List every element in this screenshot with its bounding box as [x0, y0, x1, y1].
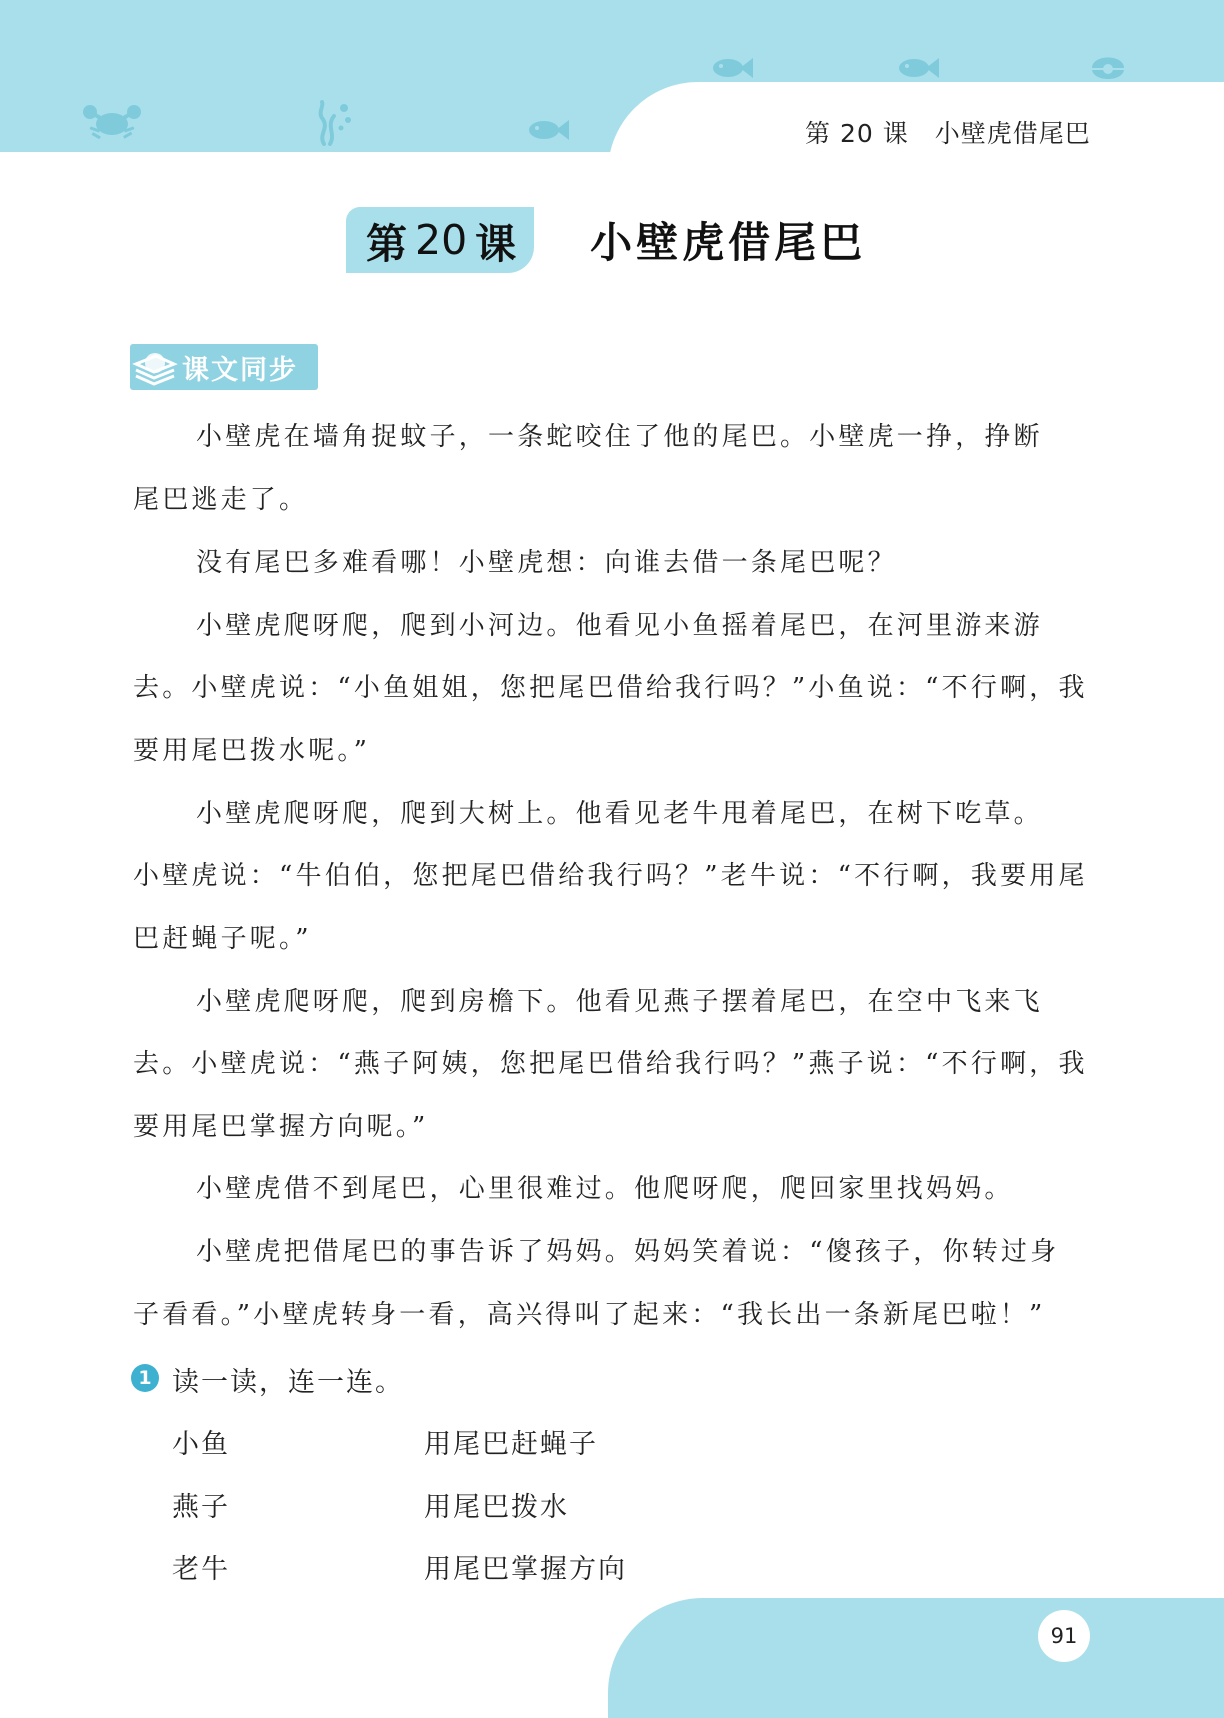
lesson-title: [346, 206, 866, 274]
running-head-title: 小壁虎借尾巴: [934, 119, 1091, 148]
title-prefix: 第: [366, 219, 407, 268]
match-right-item[interactable]: 用尾巴赶蝇子: [424, 1429, 598, 1460]
body-line: 小壁虎爬呀爬，爬到房檐下。他看见燕子摆着尾巴，在空中飞来飞: [196, 987, 1043, 1017]
body-line: 没有尾巴多难看哪！小壁虎想：向谁去借一条尾巴呢？: [196, 548, 897, 578]
body-line: 要用尾巴掌握方向呢。”: [133, 1112, 429, 1142]
section-badge: [130, 344, 318, 390]
title-number: 20: [415, 216, 468, 264]
section-label: 课文同步: [182, 354, 298, 386]
body-line: 要用尾巴拨水呢。”: [133, 736, 371, 766]
page-title: 小壁虎借尾巴: [590, 218, 867, 267]
body-line: 小壁虎借不到尾巴，心里很难过。他爬呀爬，爬回家里找妈妈。: [196, 1174, 1014, 1204]
body-line: 子看看。”小壁虎转身一看，高兴得叫了起来：“我长出一条新尾巴啦！”: [133, 1300, 1046, 1330]
fish-icon: [712, 56, 754, 80]
match-left-item[interactable]: 燕子: [172, 1492, 230, 1523]
body-line: 小壁虎在墙角捉蚊子，一条蛇咬住了他的尾巴。小壁虎一挣，挣断: [196, 422, 1043, 452]
running-head-lesson: 第 20 课: [805, 119, 909, 148]
match-left-item[interactable]: 小鱼: [172, 1429, 230, 1460]
body-line: 小壁虎爬呀爬，爬到小河边。他看见小鱼摇着尾巴，在河里游来游: [196, 611, 1043, 641]
lesson-number-tag: [346, 207, 534, 273]
body-line: 小壁虎爬呀爬，爬到大树上。他看见老牛甩着尾巴，在树下吃草。: [196, 799, 1043, 829]
running-head: [805, 114, 1091, 150]
match-right-item[interactable]: 用尾巴拨水: [424, 1492, 569, 1523]
question-text: 读一读，连一连。: [172, 1367, 404, 1398]
books-icon: [132, 346, 178, 388]
seaweed-icon: [314, 100, 354, 146]
body-line: 尾巴逃走了。: [133, 485, 309, 515]
match-right-item[interactable]: 用尾巴掌握方向: [424, 1554, 627, 1585]
page-number: 91: [1038, 1610, 1090, 1662]
match-left-item[interactable]: 老牛: [172, 1554, 230, 1585]
question-number: 1: [131, 1364, 159, 1392]
body-line: 去。小壁虎说：“小鱼姐姐，您把尾巴借给我行吗？”小鱼说：“不行啊，我: [133, 673, 1088, 703]
crab-icon: [80, 104, 144, 140]
title-suffix: 课: [475, 219, 517, 268]
shell-icon: [1088, 50, 1128, 84]
body-line: 小壁虎把借尾巴的事告诉了妈妈。妈妈笑着说：“傻孩子，你转过身: [196, 1237, 1060, 1267]
fish-icon: [528, 118, 570, 142]
fish-icon: [898, 56, 940, 80]
footer-band: [608, 1598, 1224, 1718]
body-line: 去。小壁虎说：“燕子阿姨，您把尾巴借给我行吗？”燕子说：“不行啊，我: [133, 1049, 1088, 1079]
body-line: 小壁虎说：“牛伯伯，您把尾巴借给我行吗？”老牛说：“不行啊，我要用尾: [133, 861, 1088, 891]
body-line: 巴赶蝇子呢。”: [133, 924, 312, 954]
